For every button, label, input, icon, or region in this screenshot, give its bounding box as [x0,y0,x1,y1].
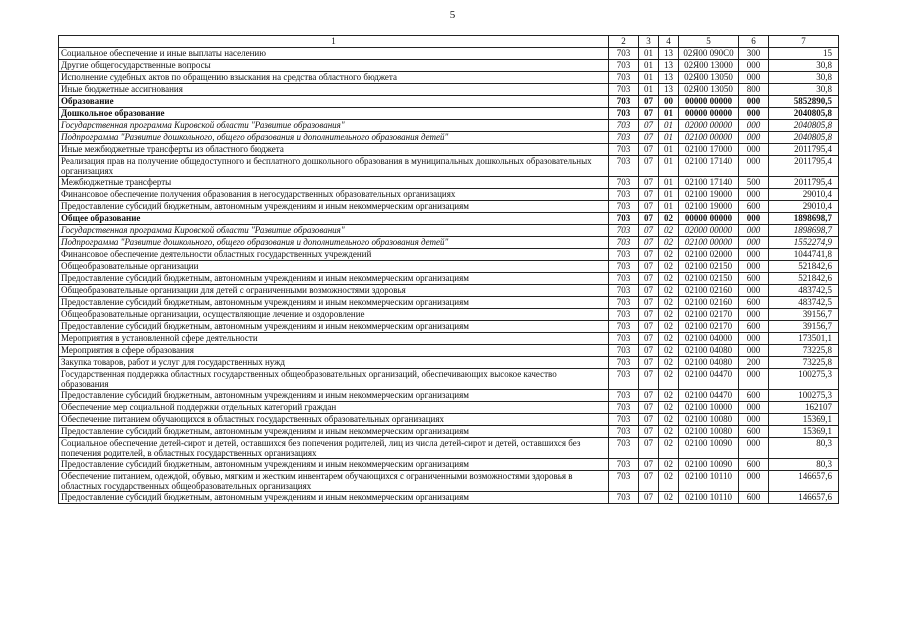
cell-expense-type: 000 [739,369,769,390]
table-row [59,60,839,72]
table-row [59,438,839,459]
cell-amount: 2040805,8 [769,120,839,132]
cell-name: Предоставление субсидий бюджетным, автономным учреждениям и иным некоммерческим организациям [59,426,609,438]
cell-name: Социальное обеспечение детей-сирот и детей, оставшихся без попечения родителей, лиц из числа детей-сирот и детей, оставшихся без попечения родителей, в областных государственных организациях [59,438,609,459]
cell-section: 07 [639,189,659,201]
cell-target-article: 02100 10000 [679,402,739,414]
cell-admin-code: 703 [609,237,639,249]
cell-subsection: 02 [659,390,679,402]
cell-admin-code: 703 [609,189,639,201]
cell-subsection: 02 [659,261,679,273]
cell-admin-code: 703 [609,471,639,492]
cell-subsection: 01 [659,201,679,213]
cell-expense-type: 600 [739,426,769,438]
cell-expense-type: 000 [739,72,769,84]
cell-admin-code: 703 [609,402,639,414]
table-row [59,273,839,285]
cell-subsection: 01 [659,156,679,177]
table-row [59,426,839,438]
cell-admin-code: 703 [609,309,639,321]
cell-section: 07 [639,492,659,504]
cell-name: Финансовое обеспечение деятельности областных государственных учреждений [59,249,609,261]
cell-section: 07 [639,132,659,144]
column-header-2: 2 [609,36,639,48]
cell-amount: 80,3 [769,459,839,471]
cell-section: 07 [639,333,659,345]
cell-expense-type: 000 [739,189,769,201]
cell-amount: 2011795,4 [769,177,839,189]
cell-target-article: 02100 02160 [679,297,739,309]
table-row [59,285,839,297]
cell-expense-type: 500 [739,177,769,189]
table-row [59,213,839,225]
cell-name: Мероприятия в установленной сфере деятельности [59,333,609,345]
cell-target-article: 00000 00000 [679,108,739,120]
table-row [59,309,839,321]
cell-name: Социальное обеспечение и иные выплаты населению [59,48,609,60]
table-row [59,471,839,492]
cell-amount: 30,8 [769,60,839,72]
cell-section: 07 [639,201,659,213]
table-row [59,345,839,357]
column-header-1: 1 [59,36,609,48]
table-row [59,96,839,108]
cell-section: 07 [639,273,659,285]
cell-expense-type: 000 [739,249,769,261]
cell-name: Обеспечение питанием, одеждой, обувью, мягким и жестким инвентарем обучающихся с ограниченными возможностями здоровья в областных государственных общеобразовательных организациях [59,471,609,492]
cell-amount: 483742,5 [769,297,839,309]
cell-section: 07 [639,357,659,369]
cell-expense-type: 000 [739,108,769,120]
cell-section: 01 [639,48,659,60]
cell-amount: 15369,1 [769,426,839,438]
column-header-4: 4 [659,36,679,48]
table-row [59,48,839,60]
table-row [59,459,839,471]
cell-expense-type: 000 [739,438,769,459]
cell-target-article: 02100 02170 [679,309,739,321]
cell-admin-code: 703 [609,132,639,144]
cell-admin-code: 703 [609,357,639,369]
table-row [59,120,839,132]
cell-name: Мероприятия в сфере образования [59,345,609,357]
cell-name: Межбюджетные трансферты [59,177,609,189]
cell-subsection: 02 [659,273,679,285]
cell-amount: 15 [769,48,839,60]
cell-target-article: 02100 10090 [679,459,739,471]
cell-section: 07 [639,237,659,249]
cell-name: Дошкольное образование [59,108,609,120]
cell-amount: 483742,5 [769,285,839,297]
cell-amount: 100275,3 [769,369,839,390]
table-row [59,321,839,333]
cell-subsection: 02 [659,309,679,321]
budget-table [58,35,839,504]
cell-admin-code: 703 [609,459,639,471]
cell-admin-code: 703 [609,60,639,72]
table-row [59,156,839,177]
cell-expense-type: 000 [739,309,769,321]
table-row [59,237,839,249]
cell-target-article: 02100 04470 [679,369,739,390]
cell-name: Общее образование [59,213,609,225]
table-row [59,132,839,144]
cell-expense-type: 600 [739,492,769,504]
cell-admin-code: 703 [609,249,639,261]
cell-expense-type: 300 [739,48,769,60]
cell-subsection: 01 [659,108,679,120]
cell-admin-code: 703 [609,438,639,459]
column-header-7: 7 [769,36,839,48]
cell-expense-type: 000 [739,402,769,414]
table-row [59,297,839,309]
cell-admin-code: 703 [609,426,639,438]
cell-subsection: 01 [659,144,679,156]
cell-admin-code: 703 [609,345,639,357]
cell-admin-code: 703 [609,108,639,120]
cell-amount: 2040805,8 [769,132,839,144]
cell-admin-code: 703 [609,414,639,426]
cell-target-article: 02100 00000 [679,237,739,249]
cell-amount: 100275,3 [769,390,839,402]
cell-amount: 146657,6 [769,471,839,492]
cell-subsection: 13 [659,60,679,72]
cell-target-article: 02100 17140 [679,156,739,177]
cell-name: Другие общегосударственные вопросы [59,60,609,72]
cell-subsection: 02 [659,414,679,426]
cell-target-article: 02100 17140 [679,177,739,189]
cell-section: 07 [639,369,659,390]
cell-target-article: 02000 00000 [679,225,739,237]
cell-amount: 521842,6 [769,273,839,285]
cell-expense-type: 600 [739,273,769,285]
cell-admin-code: 703 [609,492,639,504]
cell-expense-type: 000 [739,237,769,249]
cell-subsection: 02 [659,225,679,237]
cell-expense-type: 600 [739,201,769,213]
table-row [59,369,839,390]
cell-subsection: 02 [659,285,679,297]
table-row [59,201,839,213]
cell-target-article: 02100 10080 [679,414,739,426]
table-row [59,492,839,504]
cell-expense-type: 000 [739,96,769,108]
cell-amount: 29010,4 [769,201,839,213]
table-row [59,261,839,273]
cell-amount: 173501,1 [769,333,839,345]
cell-name: Реализация прав на получение общедоступного и бесплатного дошкольного образования в муниципальных дошкольных образовательных организациях [59,156,609,177]
cell-section: 07 [639,96,659,108]
cell-name: Общеобразовательные организации для детей с ограниченными возможностями здоровья [59,285,609,297]
cell-amount: 1898698,7 [769,213,839,225]
cell-section: 07 [639,177,659,189]
cell-section: 07 [639,345,659,357]
table-row [59,225,839,237]
cell-amount: 2011795,4 [769,144,839,156]
cell-expense-type: 200 [739,357,769,369]
cell-expense-type: 000 [739,120,769,132]
cell-amount: 30,8 [769,84,839,96]
cell-subsection: 02 [659,249,679,261]
cell-target-article: 02100 02150 [679,273,739,285]
cell-section: 07 [639,156,659,177]
cell-section: 07 [639,261,659,273]
cell-section: 07 [639,225,659,237]
cell-admin-code: 703 [609,261,639,273]
cell-subsection: 02 [659,402,679,414]
cell-name: Обеспечение мер социальной поддержки отдельных категорий граждан [59,402,609,414]
cell-subsection: 02 [659,426,679,438]
table-row [59,390,839,402]
cell-target-article: 02100 19000 [679,189,739,201]
cell-subsection: 02 [659,471,679,492]
cell-target-article: 02100 04080 [679,345,739,357]
cell-admin-code: 703 [609,273,639,285]
cell-name: Государственная программа Кировской области "Развитие образования" [59,120,609,132]
cell-name: Подпрограмма "Развитие дошкольного, общего образования и дополнительного образования детей" [59,132,609,144]
cell-expense-type: 600 [739,297,769,309]
cell-target-article: 02100 10110 [679,492,739,504]
cell-admin-code: 703 [609,333,639,345]
cell-section: 07 [639,438,659,459]
cell-name: Предоставление субсидий бюджетным, автономным учреждениям и иным некоммерческим организациям [59,321,609,333]
cell-amount: 15369,1 [769,414,839,426]
cell-target-article: 02100 00000 [679,132,739,144]
cell-section: 07 [639,213,659,225]
cell-name: Государственная поддержка областных государственных общеобразовательных организаций, обеспечивающих высокое качество образования [59,369,609,390]
cell-expense-type: 000 [739,144,769,156]
cell-target-article: 02100 10080 [679,426,739,438]
cell-target-article: 02Я00 13050 [679,72,739,84]
cell-amount: 162107 [769,402,839,414]
cell-section: 01 [639,72,659,84]
cell-name: Предоставление субсидий бюджетным, автономным учреждениям и иным некоммерческим организациям [59,459,609,471]
cell-subsection: 13 [659,72,679,84]
cell-target-article: 02100 04000 [679,333,739,345]
cell-subsection: 02 [659,333,679,345]
cell-expense-type: 000 [739,261,769,273]
cell-section: 07 [639,120,659,132]
cell-admin-code: 703 [609,285,639,297]
cell-amount: 1552274,9 [769,237,839,249]
cell-name: Государственная программа Кировской области "Развитие образования" [59,225,609,237]
cell-name: Общеобразовательные организации, осуществляющие лечение и оздоровление [59,309,609,321]
cell-admin-code: 703 [609,213,639,225]
cell-admin-code: 703 [609,84,639,96]
cell-target-article: 00000 00000 [679,213,739,225]
table-row [59,177,839,189]
cell-amount: 39156,7 [769,321,839,333]
cell-amount: 80,3 [769,438,839,459]
cell-expense-type: 000 [739,345,769,357]
cell-section: 07 [639,321,659,333]
cell-admin-code: 703 [609,225,639,237]
cell-name: Закупка товаров, работ и услуг для государственных нужд [59,357,609,369]
cell-name: Обеспечение питанием обучающихся в областных государственных образовательных организациях [59,414,609,426]
cell-section: 07 [639,297,659,309]
table-row [59,402,839,414]
cell-amount: 1044741,8 [769,249,839,261]
cell-admin-code: 703 [609,201,639,213]
cell-name: Предоставление субсидий бюджетным, автономным учреждениям и иным некоммерческим организациям [59,273,609,285]
cell-name: Иные межбюджетные трансферты из областного бюджета [59,144,609,156]
column-header-6: 6 [739,36,769,48]
cell-section: 01 [639,84,659,96]
cell-subsection: 02 [659,492,679,504]
column-header-3: 3 [639,36,659,48]
cell-section: 07 [639,309,659,321]
cell-admin-code: 703 [609,369,639,390]
cell-section: 07 [639,459,659,471]
cell-expense-type: 000 [739,414,769,426]
cell-expense-type: 800 [739,84,769,96]
cell-subsection: 01 [659,189,679,201]
cell-subsection: 02 [659,297,679,309]
cell-expense-type: 000 [739,333,769,345]
cell-subsection: 02 [659,345,679,357]
cell-section: 07 [639,414,659,426]
cell-name: Подпрограмма "Развитие дошкольного, общего образования и дополнительного образования детей" [59,237,609,249]
cell-expense-type: 600 [739,459,769,471]
cell-section: 07 [639,426,659,438]
cell-amount: 5852890,5 [769,96,839,108]
cell-admin-code: 703 [609,156,639,177]
cell-section: 01 [639,60,659,72]
cell-name: Образование [59,96,609,108]
cell-amount: 73225,8 [769,357,839,369]
cell-expense-type: 000 [739,156,769,177]
cell-target-article: 02100 04470 [679,390,739,402]
cell-target-article: 02100 10110 [679,471,739,492]
cell-name: Предоставление субсидий бюджетным, автономным учреждениям и иным некоммерческим организациям [59,492,609,504]
cell-target-article: 02100 02000 [679,249,739,261]
cell-subsection: 02 [659,213,679,225]
cell-amount: 1898698,7 [769,225,839,237]
table-row [59,357,839,369]
table-row [59,333,839,345]
cell-amount: 30,8 [769,72,839,84]
cell-section: 07 [639,108,659,120]
cell-name: Финансовое обеспечение получения образования в негосударственных образовательных организациях [59,189,609,201]
cell-amount: 521842,6 [769,261,839,273]
table-row [59,108,839,120]
cell-expense-type: 600 [739,321,769,333]
cell-name: Общеобразовательные организации [59,261,609,273]
cell-subsection: 02 [659,237,679,249]
cell-expense-type: 000 [739,471,769,492]
cell-name: Предоставление субсидий бюджетным, автономным учреждениям и иным некоммерческим организациям [59,201,609,213]
cell-amount: 146657,6 [769,492,839,504]
cell-subsection: 02 [659,438,679,459]
cell-target-article: 02Я00 13050 [679,84,739,96]
cell-section: 07 [639,390,659,402]
cell-target-article: 02100 10090 [679,438,739,459]
cell-expense-type: 000 [739,60,769,72]
cell-section: 07 [639,471,659,492]
cell-admin-code: 703 [609,72,639,84]
cell-section: 07 [639,402,659,414]
cell-expense-type: 000 [739,225,769,237]
table-row [59,72,839,84]
cell-admin-code: 703 [609,297,639,309]
table-row [59,84,839,96]
cell-target-article: 02100 17000 [679,144,739,156]
cell-amount: 73225,8 [769,345,839,357]
table-row [59,414,839,426]
cell-admin-code: 703 [609,120,639,132]
cell-name: Предоставление субсидий бюджетным, автономным учреждениям и иным некоммерческим организациям [59,390,609,402]
cell-name: Исполнение судебных актов по обращению взыскания на средства областного бюджета [59,72,609,84]
cell-expense-type: 000 [739,285,769,297]
cell-section: 07 [639,249,659,261]
cell-admin-code: 703 [609,96,639,108]
cell-target-article: 02000 00000 [679,120,739,132]
cell-target-article: 02100 04080 [679,357,739,369]
table-row [59,189,839,201]
cell-amount: 2011795,4 [769,156,839,177]
cell-amount: 39156,7 [769,309,839,321]
cell-subsection: 01 [659,120,679,132]
table-header-row [59,36,839,48]
table-row [59,144,839,156]
cell-admin-code: 703 [609,321,639,333]
cell-target-article: 02100 02150 [679,261,739,273]
cell-expense-type: 600 [739,390,769,402]
cell-admin-code: 703 [609,177,639,189]
cell-expense-type: 000 [739,213,769,225]
cell-subsection: 02 [659,459,679,471]
cell-target-article: 02100 02160 [679,285,739,297]
cell-target-article: 02100 02170 [679,321,739,333]
cell-subsection: 13 [659,84,679,96]
cell-target-article: 02100 19000 [679,201,739,213]
page-number: 5 [449,9,456,21]
cell-admin-code: 703 [609,390,639,402]
cell-expense-type: 000 [739,132,769,144]
table-row [59,249,839,261]
cell-subsection: 01 [659,132,679,144]
column-header-5: 5 [679,36,739,48]
cell-admin-code: 703 [609,144,639,156]
cell-subsection: 00 [659,96,679,108]
cell-subsection: 02 [659,321,679,333]
cell-target-article: 00000 00000 [679,96,739,108]
cell-subsection: 01 [659,177,679,189]
cell-target-article: 02Я00 13000 [679,60,739,72]
cell-section: 07 [639,285,659,297]
cell-name: Иные бюджетные ассигнования [59,84,609,96]
cell-subsection: 13 [659,48,679,60]
cell-amount: 29010,4 [769,189,839,201]
cell-section: 07 [639,144,659,156]
cell-name: Предоставление субсидий бюджетным, автономным учреждениям и иным некоммерческим организациям [59,297,609,309]
cell-amount: 2040805,8 [769,108,839,120]
cell-subsection: 02 [659,357,679,369]
cell-target-article: 02Я00 090С0 [679,48,739,60]
cell-subsection: 02 [659,369,679,390]
cell-admin-code: 703 [609,48,639,60]
